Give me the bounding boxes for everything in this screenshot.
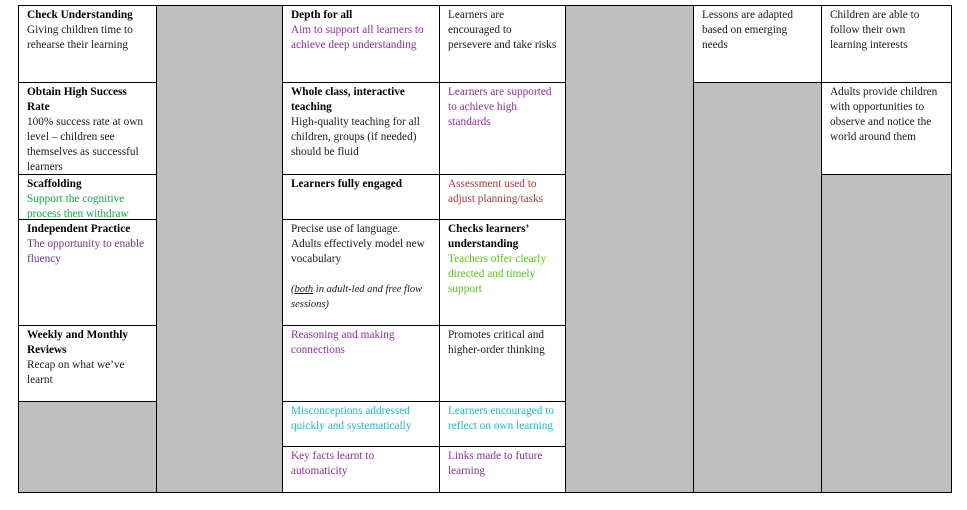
cell-follow-interests [821,5,952,83]
cell-text: Key facts learnt to automaticity [291,450,375,477]
cell-title: Whole class, interactive teaching [291,86,405,113]
cell-text: Misconceptions addressed quickly and systematically [291,405,412,432]
cell-weekly-monthly-reviews [18,325,157,402]
cell-text: High-quality teaching for all children, groups (if needed) should be fluid [291,116,420,158]
cell-obtain-high-success-rate [18,82,157,175]
cell-title: Scaffolding [27,178,82,190]
cell-text: Assessment used to adjust planning/tasks [448,178,544,205]
cell-scaffolding [18,174,157,220]
cell-learners-fully-engaged [282,174,440,220]
cell-misconceptions [282,401,440,447]
cell-text: Learners are encouraged to persevere and take risks [448,9,557,51]
cell-text: Learners encouraged to reflect on own learning [448,405,555,432]
cell-critical-thinking [439,325,566,402]
cell-high-standards [439,82,566,175]
cell-text: Precise use of language. Adults effectively model new vocabulary [291,223,425,265]
cell-text: Children are able to follow their own learning interests [830,9,920,51]
cell-independent-practice [18,219,157,326]
cell-title: Check Understanding [27,9,133,21]
cell-text: 100% success rate at own level – children see themselves as successful learners [27,116,144,173]
cell-text: Reasoning and making connections [291,329,395,356]
cell-text: Promotes critical and higher-order thinking [448,329,545,356]
cell-empty-grey [821,174,952,493]
cell-precise-language [282,219,440,326]
cell-title: Depth for all [291,9,353,21]
cell-depth-for-all [282,5,440,83]
cell-empty-grey [18,401,157,493]
cell-reflect [439,401,566,447]
cell-text: Aim to support all learners to achieve deep understanding [291,24,424,51]
cell-assessment [439,174,566,220]
cell-text: Links made to future learning [448,450,543,477]
cell-check-understanding [18,5,157,83]
cell-text: Lessons are adapted based on emerging needs [702,9,793,51]
cell-text: Recap on what we’ve learnt [27,359,125,386]
cell-text: The opportunity to enable fluency [27,238,145,265]
cell-text: Giving children time to rehearse their learning [27,24,133,51]
cell-whole-class-teaching [282,82,440,175]
cell-text: Learners are supported to achieve high standards [448,86,552,128]
cell-empty-grey [693,82,822,493]
cell-checks-understanding [439,219,566,326]
cell-persevere-risks [439,5,566,83]
note-underlined: both [294,284,314,295]
cell-title: Checks learners’ understanding [448,223,529,250]
cell-empty-grey [156,5,283,493]
cell-key-facts [282,446,440,493]
cell-text: Support the cognitive process then withdraw [27,193,129,220]
cell-observe-world [821,82,952,175]
cell-future-learning [439,446,566,493]
cell-note: (both in adult-led and free flow sessions) [291,284,423,310]
cell-empty-grey [565,5,694,493]
cell-title: Independent Practice [27,223,131,235]
cell-text: Teachers offer clearly directed and timely support [448,253,547,295]
cell-reasoning-connections [282,325,440,402]
cell-title: Weekly and Monthly Reviews [27,329,129,356]
cell-text: Adults provide children with opportunities to observe and notice the world around them [830,86,938,143]
cell-title: Obtain High Success Rate [27,86,127,113]
cell-lessons-adapted [693,5,822,83]
cell-title: Learners fully engaged [291,178,403,190]
